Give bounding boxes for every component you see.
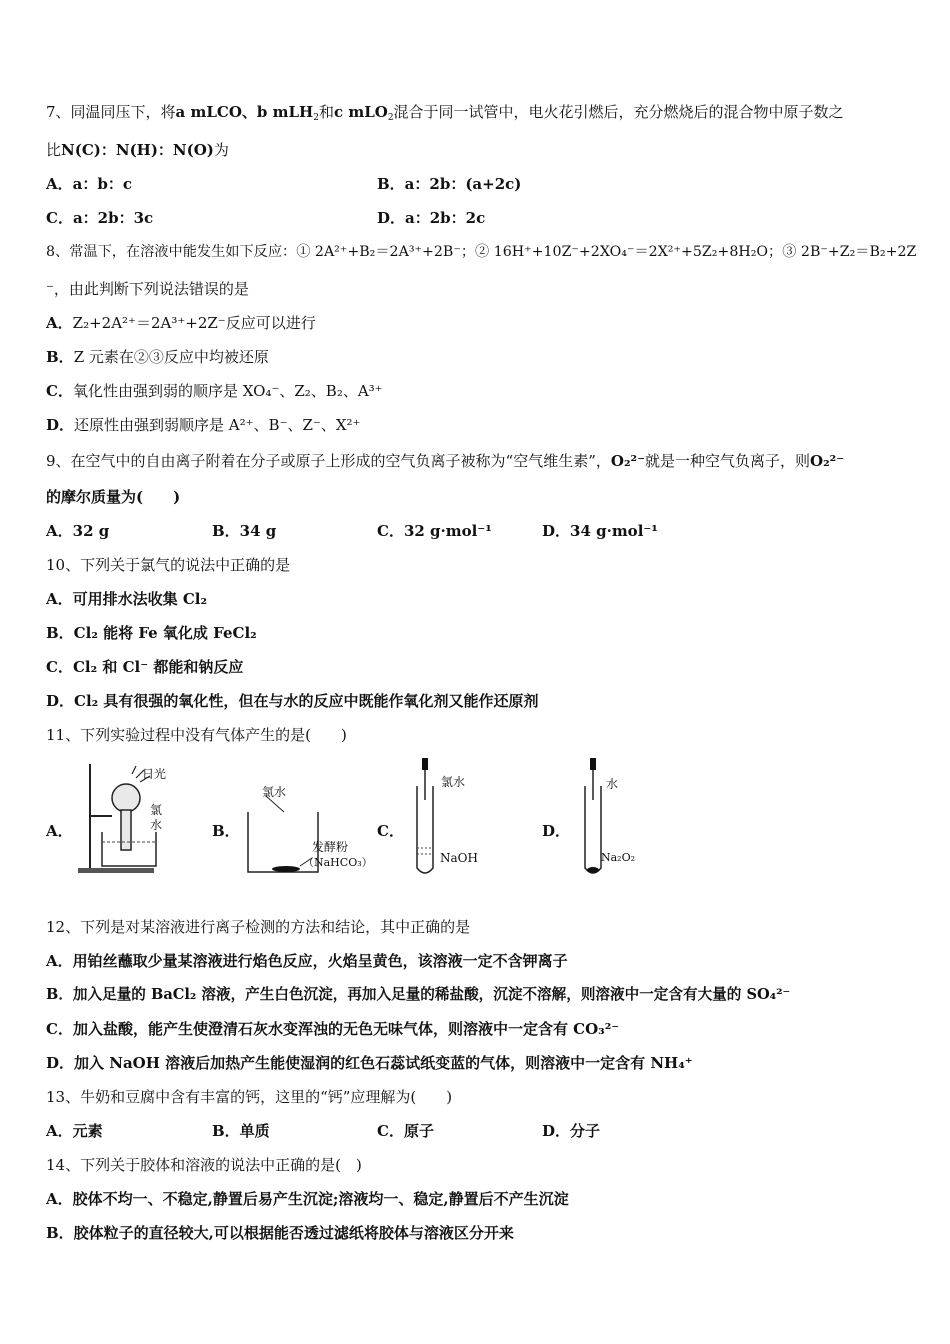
q13-option-a[interactable]: A．元素: [46, 1122, 103, 1140]
q7-stem-line2: [46, 140, 229, 160]
q7-stem-pre: 7、同温同压下，将: [46, 103, 176, 121]
q14-option-b[interactable]: B．胶体粒子的直径较大,可以根据能否透过滤纸将胶体与溶液区分开来: [46, 1224, 514, 1242]
q14-stem: 14、下列关于胶体和溶液的说法中正确的是( ): [46, 1156, 362, 1174]
q11-figure-a-flask-apparatus: [72, 758, 192, 878]
q7-stem2: 比: [46, 141, 62, 159]
q11-figure-b-powder-label-2: （NaHCO₃）: [303, 856, 373, 869]
q8-option-c-label: C．: [46, 382, 73, 400]
q12-option-b[interactable]: B．加入足量的 BaCl₂ 溶液，产生白色沉淀，再加入足量的稀盐酸，沉淀不溶解，则溶液中一定含有大量的 SO₄²⁻: [46, 986, 791, 1003]
q8-option-b[interactable]: [46, 347, 269, 367]
q11-stem: 11、下列实验过程中没有气体产生的是( ): [46, 726, 347, 744]
q9-option-a[interactable]: A．32 g: [46, 522, 110, 540]
q13-option-b[interactable]: B．单质: [212, 1122, 270, 1140]
q11-figure-b-water-label: 氯水: [262, 785, 287, 799]
q9-ion: O₂²⁻: [610, 452, 646, 470]
q8-option-a-label: A．: [46, 314, 73, 332]
q11-figure-b-powder-label-1: 发酵粉: [312, 840, 349, 854]
q8-option-c-text: 氧化性由强到弱的顺序是 XO₄⁻、Z₂、B₂、A³⁺: [72, 382, 383, 400]
q9-option-c[interactable]: C．32 g·mol⁻¹: [377, 522, 492, 540]
q8-option-d-label: D．: [46, 416, 75, 434]
q7-stem2-post: 为: [213, 141, 229, 159]
q11-option-a-label[interactable]: A．: [46, 822, 73, 840]
q9-option-b[interactable]: B．34 g: [212, 522, 277, 540]
q11-figure-d-water-label: 水: [606, 777, 619, 791]
q8-stem-line1: 8、常温下，在溶液中能发生如下反应：① 2A²⁺+B₂＝2A³⁺+2B⁻；② 16H⁺+10Z⁻+2XO₄⁻＝2X²⁺+5Z₂+8H₂O；③ 2B⁻+Z₂＝B₂+2Z: [46, 244, 917, 260]
q12-option-a[interactable]: A．用铂丝蘸取少量某溶液进行焰色反应，火焰呈黄色，该溶液一定不含钾离子: [46, 952, 568, 970]
q10-option-b[interactable]: B．Cl₂ 能将 Fe 氧化成 FeCl₂: [46, 624, 257, 642]
q7-stem-post: 混合于同一试管中，电火花引燃后，充分燃烧后的混合物中原子数之: [393, 103, 844, 121]
q10-option-a[interactable]: A．可用排水法收集 Cl₂: [46, 590, 208, 608]
q11-figure-a-sun-label: 日光: [142, 767, 167, 781]
q8-stem-line2: ⁻，由此判断下列说法错误的是: [46, 280, 249, 298]
q11-option-b-label[interactable]: B．: [212, 822, 240, 840]
q11-option-c-label[interactable]: C．: [377, 822, 404, 840]
q7-o2: c mLO: [333, 103, 388, 121]
q8-option-a[interactable]: [46, 313, 316, 333]
q11-figure-a-chlorine-label-2: 水: [150, 818, 163, 832]
q14-option-a[interactable]: A．胶体不均一、不稳定,静置后易产生沉淀;溶液均一、稳定,静置后不产生沉淀: [46, 1190, 569, 1208]
q10-stem: 10、下列关于氯气的说法中正确的是: [46, 556, 291, 574]
q9-ion-2: O₂²⁻: [810, 452, 845, 470]
q11-figure-c-test-tube: [410, 756, 440, 880]
q8-option-d[interactable]: [46, 415, 360, 435]
q8-option-b-text: Z 元素在②③反应中均被还原: [73, 348, 269, 366]
q9-stem-pre: 9、在空气中的自由离子附着在分子或原子上形成的空气负离子被称为“空气维生素”，: [46, 452, 611, 470]
q11-figure-d-reagent-label: Na₂O₂: [601, 851, 636, 864]
q8-option-d-text: 还原性由强到弱顺序是 A²⁺、B⁻、Z⁻、X²⁺: [74, 416, 361, 434]
q13-option-d[interactable]: D．分子: [542, 1122, 601, 1140]
q7-option-d[interactable]: D．a：2b：2c: [377, 209, 486, 227]
q12-stem: 12、下列是对某溶液进行离子检测的方法和结论，其中正确的是: [46, 918, 471, 936]
q7-and: 和: [318, 103, 334, 121]
q9-stem-mid: 就是一种空气负离子，则: [645, 452, 811, 470]
q9-option-d[interactable]: D．34 g·mol⁻¹: [542, 522, 658, 540]
q13-option-c[interactable]: C．原子: [377, 1122, 434, 1140]
q10-option-c[interactable]: C．Cl₂ 和 Cl⁻ 都能和钠反应: [46, 658, 244, 676]
q8-option-a-text: Z₂+2A²⁺＝2A³⁺+2Z⁻反应可以进行: [72, 314, 316, 332]
q7-option-c[interactable]: C．a：2b：3c: [46, 209, 154, 227]
q13-stem: 13、牛奶和豆腐中含有丰富的钙，这里的“钙”应理解为( ): [46, 1088, 453, 1106]
q8-option-b-label: B．: [46, 348, 74, 366]
q8-option-c[interactable]: [46, 381, 383, 401]
q9-stem-line2: 的摩尔质量为( ): [46, 488, 181, 506]
q9-stem-line1: [46, 451, 844, 471]
q7-co: a mLCO、b mLH: [175, 103, 314, 121]
q7-option-a[interactable]: A．a：b：c: [46, 175, 132, 193]
q12-option-d[interactable]: D．加入 NaOH 溶液后加热产生能使湿润的红色石蕊试纸变蓝的气体，则溶液中一定含有 NH₄⁺: [46, 1054, 693, 1072]
q11-figure-a-chlorine-label-1: 氯: [150, 803, 163, 817]
q12-option-c[interactable]: C．加入盐酸，能产生使澄清石灰水变浑浊的无色无味气体，则溶液中一定含有 CO₃²⁻: [46, 1020, 620, 1038]
q11-figure-c-reagent-label: NaOH: [440, 851, 478, 865]
q7-ratio: N(C)：N(H)：N(O): [61, 141, 214, 159]
q10-option-d[interactable]: D．Cl₂ 具有很强的氧化性，但在与水的反应中既能作氧化剂又能作还原剂: [46, 692, 539, 710]
q11-option-d-label[interactable]: D．: [542, 822, 571, 840]
q7-option-b[interactable]: B．a：2b：(a+2c): [377, 175, 522, 193]
q11-figure-c-water-label: 氯水: [441, 775, 466, 789]
q7-stem-line1: 7、同温同压下，将a mLCO、b mLH$_2$和c mLO$_2$混合于同一试管中，电火花引燃后，充分燃烧后的混合物中原子数之: [46, 103, 844, 123]
